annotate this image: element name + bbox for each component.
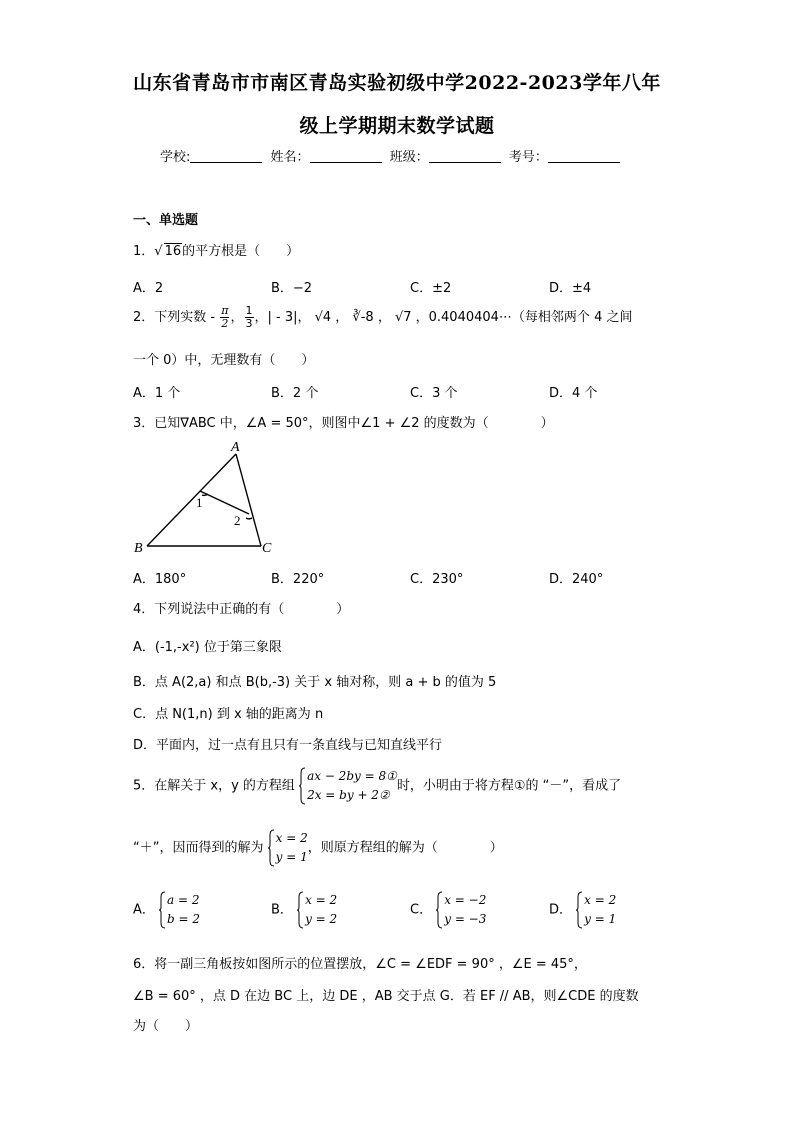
q5-line2-suffix: ，则原方程组的解为（ ） xyxy=(307,840,503,856)
q5-option-d-label: D． xyxy=(549,902,573,918)
field-name-blank[interactable] xyxy=(310,150,382,163)
q5-eq-1: ax − 2by = 8① xyxy=(307,769,397,783)
q2-frac1-den: 2 xyxy=(221,317,229,330)
q4-option-c[interactable]: C．点 N(1,n) 到 x 轴的距离为 n xyxy=(133,707,324,722)
q5-option-c-system xyxy=(436,891,486,929)
q6-stem-line2: ∠B = 60° ，点 D 在边 BC 上，边 DE ，AB 交于点 G．若 EF // AB，则∠CDE 的度数 xyxy=(133,989,639,1004)
q5-wrong-x: x = 2 xyxy=(275,831,308,845)
q5-option-d-system xyxy=(576,891,616,929)
q3-option-c[interactable]: C．230° xyxy=(410,572,464,587)
vertex-b-label: B xyxy=(134,541,143,556)
q5-option-b-row2: y = 2 xyxy=(305,912,338,926)
q2-option-a[interactable]: A．1 个 xyxy=(133,386,181,401)
q5-option-b-system xyxy=(297,891,337,929)
vertex-c-label: C xyxy=(262,541,272,556)
q2-prefix: 2．下列实数 - xyxy=(133,310,216,325)
q1-option-b[interactable]: B．−2 xyxy=(271,281,313,296)
q2-frac2-den: 3 xyxy=(245,317,253,330)
field-name-label: 姓名： xyxy=(270,150,310,165)
q5-stem-line2 xyxy=(133,829,503,867)
q5-option-d[interactable] xyxy=(549,891,616,929)
q5-option-a-system xyxy=(159,891,200,929)
q2-fraction-pi-2 xyxy=(220,305,229,330)
q4-stem: 4．下列说法中正确的有（ ） xyxy=(133,602,350,617)
q5-option-c-row2: y = −3 xyxy=(444,912,487,926)
q4-option-d[interactable]: D．平面内，过一点有且只有一条直线与已知直线平行 xyxy=(133,738,443,753)
vertex-a-label: A xyxy=(231,440,240,455)
q5-option-a-row1: a = 2 xyxy=(167,893,200,907)
q1-option-a[interactable]: A．2 xyxy=(133,281,164,296)
q2-middle: ，| - 3|， √4 ， ∛-8 ， √7 ，0.4040404⋯（每相邻两个 4 之间 xyxy=(254,310,633,325)
q1-option-d[interactable]: D．±4 xyxy=(549,281,592,296)
q5-option-a-label: A． xyxy=(133,902,155,918)
q5-suffix: 时，小明由于将方程①的 “－”，看成了 xyxy=(396,778,622,794)
q5-option-d-row2: y = 1 xyxy=(584,912,617,926)
side-ab xyxy=(147,454,236,546)
q5-wrong-solution xyxy=(268,829,308,867)
q2-stem-line2: 一个 0）中，无理数有（ ） xyxy=(133,353,315,368)
q3-triangle-figure xyxy=(128,436,288,558)
q1-text: 的平方根是（ ） xyxy=(182,244,300,259)
q2-frac1-num: π xyxy=(221,304,229,317)
field-school-label: 学校: xyxy=(160,150,191,165)
title-line-2: 级上学期期末数学试题 xyxy=(299,115,495,137)
q2-option-c[interactable]: C．3 个 xyxy=(410,386,458,401)
q6-stem-line1: 6．将一副三角板按如图所示的位置摆放，∠C = ∠EDF = 90° ，∠E = 45°， xyxy=(133,957,587,972)
q3-option-d[interactable]: D．240° xyxy=(549,572,604,587)
q5-option-b-label: B． xyxy=(271,902,293,918)
q5-option-a-row2: b = 2 xyxy=(167,912,201,926)
q1-number: 1． xyxy=(133,244,155,259)
student-info xyxy=(160,146,624,165)
q1-option-c[interactable]: C．±2 xyxy=(410,281,452,296)
q4-option-a[interactable]: A．(-1,-x²) 位于第三象限 xyxy=(133,640,282,655)
field-class-blank[interactable] xyxy=(429,150,501,163)
q5-option-b[interactable] xyxy=(271,891,337,929)
q5-option-b-row1: x = 2 xyxy=(305,893,338,907)
q6-stem-line3: 为（ ） xyxy=(133,1019,199,1034)
angle-2-label: 2 xyxy=(234,513,241,528)
q5-option-d-row1: x = 2 xyxy=(584,893,617,907)
q2-option-d[interactable]: D．4 个 xyxy=(549,386,598,401)
q2-option-b[interactable]: B．2 个 xyxy=(271,386,319,401)
field-school-blank[interactable] xyxy=(190,150,262,163)
q5-option-c-label: C． xyxy=(410,902,433,918)
q5-line2-prefix: “＋”，因而得到的解为 xyxy=(133,840,264,856)
angle-1-arc xyxy=(202,494,208,495)
q2-stem-line1: 2．下列实数 - $\frac{\pi}{2}$ ， $\frac{1}{3}$ ，| - 3|， √4 ， ∛-8 ， √7 ，0.4040404⋯（每相邻两个 4 之间 xyxy=(133,304,633,330)
section-heading: 一、单选题 xyxy=(133,213,199,228)
q2-frac2-num: 1 xyxy=(245,304,253,317)
q3-option-b[interactable]: B．220° xyxy=(271,572,325,587)
q5-eq-2: 2x = by + 2② xyxy=(307,788,390,802)
q1-stem: 1．√ 16的平方根是（ ） xyxy=(133,244,300,259)
q5-option-c[interactable] xyxy=(410,891,486,929)
q2-fraction-1-3 xyxy=(245,305,254,330)
side-ac xyxy=(236,454,261,546)
field-id-label: 考号： xyxy=(508,150,548,165)
q1-radicand: 16 xyxy=(164,244,182,259)
field-class-label: 班级： xyxy=(389,150,429,165)
angle-2-arc xyxy=(246,518,252,519)
q4-option-b[interactable]: B．点 A(2,a) 和点 B(b,-3) 关于 x 轴对称，则 a + b 的值为 5 xyxy=(133,675,497,690)
field-id-blank[interactable] xyxy=(548,150,620,163)
q3-option-a[interactable]: A．180° xyxy=(133,572,187,587)
q5-wrong-y: y = 1 xyxy=(275,850,308,864)
angle-1-label: 1 xyxy=(196,495,203,510)
q5-equation-system xyxy=(299,767,397,805)
q5-prefix: 5．在解关于 x，y 的方程组 xyxy=(133,778,295,794)
title-line-1: 山东省青岛市市南区青岛实验初级中学2022-2023学年八年 xyxy=(133,72,661,94)
q5-option-c-row1: x = −2 xyxy=(444,893,487,907)
q5-stem-line1 xyxy=(133,767,621,805)
q5-option-a[interactable] xyxy=(133,891,200,929)
q3-stem: 3．已知∇ABC 中，∠A = 50°，则图中∠1 + ∠2 的度数为（ ） xyxy=(133,416,554,431)
